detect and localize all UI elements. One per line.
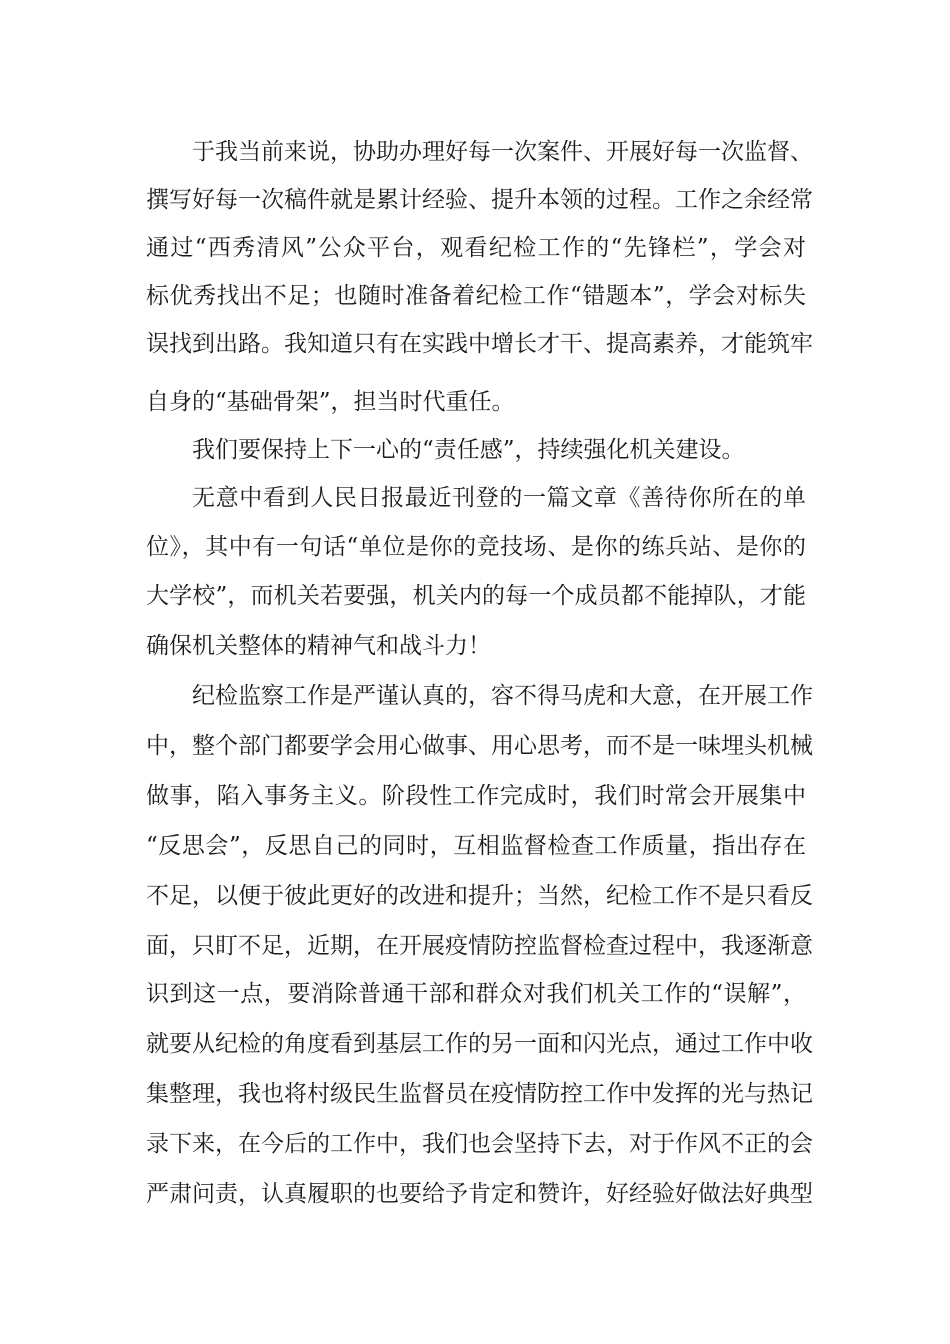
paragraph-line: 通过“西秀清风”公众平台，观看纪检工作的“先锋栏”，学会对 [146,235,806,261]
paragraph-line: 位》，其中有一句话“单位是你的竞技场、是你的练兵站、是你的 [146,534,806,560]
paragraph-line: “反思会”，反思自己的同时，互相监督检查工作质量，指出存在 [146,833,806,859]
paragraph-line: 我们要保持上下一心的“责任感”，持续强化机关建设。 [192,437,745,463]
paragraph-line: 不足，以便于彼此更好的改进和提升；当然，纪检工作不是只看反 [146,883,813,909]
paragraph-line: 就要从纪检的角度看到基层工作的另一面和闪光点，通过工作中收 [146,1031,813,1057]
paragraph-line: 于我当前来说，协助办理好每一次案件、开展好每一次监督、 [192,139,813,165]
paragraph-line: 撰写好每一次稿件就是累计经验、提升本领的过程。工作之余经常 [146,187,813,213]
paragraph-line: 识到这一点，要消除普通干部和群众对我们机关工作的“误解”， [146,981,806,1007]
paragraph-line: 集整理，我也将村级民生监督员在疫情防控工作中发挥的光与热记 [146,1081,813,1107]
paragraph-line: 误找到出路。我知道只有在实践中增长才干、提高素养，才能筑牢 [146,331,813,357]
paragraph-line: 自身的“基础骨架”，担当时代重任。 [146,389,515,415]
paragraph-line: 无意中看到人民日报最近刊登的一篇文章《善待你所在的单 [192,485,806,511]
paragraph-line: 大学校”，而机关若要强，机关内的每一个成员都不能掉队，才能 [146,583,806,609]
paragraph-line: 确保机关整体的精神气和战斗力！ [146,633,491,659]
paragraph-line: 做事，陷入事务主义。阶段性工作完成时，我们时常会开展集中 [146,783,806,809]
paragraph-line: 严肃问责，认真履职的也要给予肯定和赞许，好经验好做法好典型 [146,1181,813,1207]
paragraph-line: 标优秀找出不足；也随时准备着纪检工作“错题本”，学会对标失 [146,283,806,309]
paragraph-line: 面，只盯不足，近期，在开展疫情防控监督检查过程中，我逐渐意 [146,933,813,959]
paragraph-line: 中，整个部门都要学会用心做事、用心思考，而不是一味埋头机械 [146,733,813,759]
paragraph-line: 纪检监察工作是严谨认真的，容不得马虎和大意，在开展工作 [192,683,813,709]
paragraph-line: 录下来，在今后的工作中，我们也会坚持下去，对于作风不正的会 [146,1131,813,1157]
